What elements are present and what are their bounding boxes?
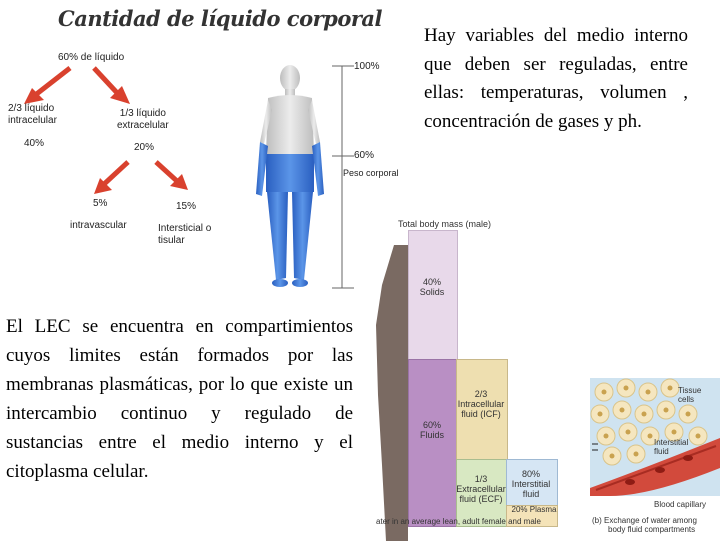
- arrow-to-intravascular: [90, 158, 134, 198]
- extracellular-pct: 20%: [134, 142, 155, 153]
- interstitial-pct: 15%: [176, 201, 197, 212]
- intracellular-pct: 40%: [24, 138, 45, 149]
- scale-60-label: 60%: [354, 150, 375, 161]
- body-fluid-diagram: [0, 0, 400, 300]
- intracellular-label: 2/3 líquido intracelular: [8, 103, 57, 126]
- tissue-cells-label: Tissue cells: [678, 386, 702, 404]
- human-figure-illustration: [250, 62, 330, 290]
- regulated-variables-text: Hay variables del medio interno que deben ser reguladas, entre ellas: temperaturas, volumen , concentración de gases y ph.: [424, 25, 688, 132]
- intravascular-label: intravascular: [70, 220, 127, 231]
- arrow-to-interstitial: [152, 158, 192, 194]
- total-fluid-label: 60% de líquido: [58, 52, 125, 63]
- chart-caption-a: ater in an average lean, adult female and male: [376, 517, 541, 526]
- solids-label: 40% Solids: [419, 277, 445, 297]
- interstitial-label: Intersticial o tisular: [158, 223, 212, 246]
- inset-interstitial-label: Interstitial fluid: [654, 438, 689, 456]
- scale-caption: Peso corporal: [343, 168, 399, 178]
- extracellular-label: 1/3 líquido extracelular: [117, 108, 169, 131]
- icf-label: 2/3 Intracellular fluid (ICF): [457, 389, 505, 419]
- arrow-to-intracellular: [20, 64, 80, 106]
- human-silhouette: [372, 245, 408, 541]
- inset-caption: (b) Exchange of water among body fluid compartments: [592, 516, 697, 534]
- ecf-label: 1/3 Extracellular fluid (ECF): [456, 474, 506, 504]
- blood-capillary-label: Blood capillary: [654, 500, 707, 509]
- scale-100-label: 100%: [354, 61, 380, 72]
- capillary-exchange-illustration: [590, 378, 720, 514]
- fluids-label: 60% Fluids: [419, 420, 444, 440]
- chart-title: Total body mass (male): [398, 219, 492, 229]
- intravascular-pct: 5%: [93, 198, 108, 209]
- interstitial-chart-label: 80% Interstitial fluid: [511, 469, 551, 499]
- diagram-title: Cantidad de líquido corporal: [58, 6, 382, 31]
- lec-description-text: El LEC se encuentra en compartimientos cuyos limites están formados por las membranas plasmáticas, por lo que existe un intercambio continuo y regulado de sustancias entre el medio interno y el citoplasma celular.: [6, 316, 353, 482]
- arrow-to-extracellular: [86, 64, 136, 106]
- fluids-bar: [408, 359, 458, 527]
- plasma-label: 20% Plasma: [511, 505, 557, 514]
